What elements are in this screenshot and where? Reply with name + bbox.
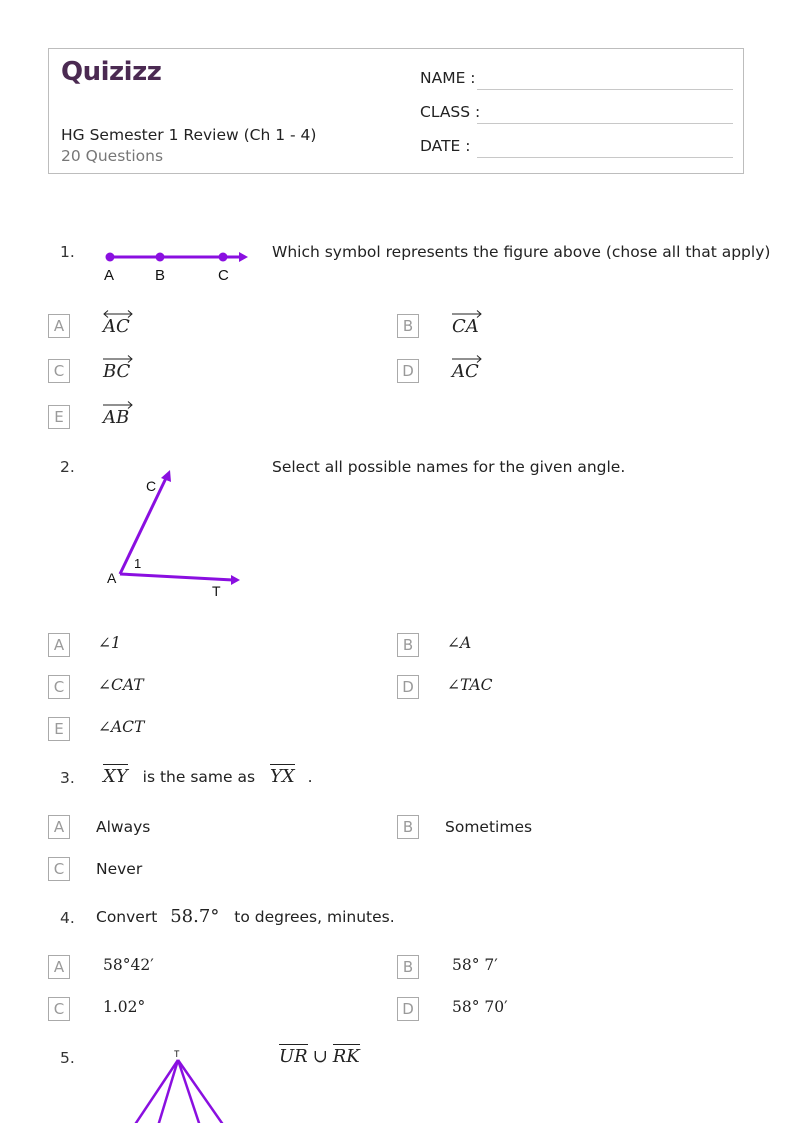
date-line[interactable] xyxy=(477,157,733,158)
question-1-text: Which symbol represents the figure above (chose all that apply) xyxy=(272,243,771,261)
q1-option-b[interactable] xyxy=(452,316,479,337)
question-4-prefix: Convert xyxy=(96,908,158,926)
right-arrow-icon xyxy=(452,310,482,318)
question-1-number: 1. xyxy=(60,243,75,261)
question-5-number: 5. xyxy=(60,1049,75,1067)
point-label-c: C xyxy=(218,267,229,284)
q2-option-a-box[interactable]: A xyxy=(48,633,70,657)
question-3-text xyxy=(103,764,313,787)
q3-option-c[interactable]: Never xyxy=(96,860,143,878)
point-label-c: C xyxy=(146,478,157,494)
q2-option-b-box[interactable]: B xyxy=(397,633,419,657)
ray-symbol: CA xyxy=(452,316,479,337)
date-label: DATE : xyxy=(420,137,471,155)
q1-option-c-box[interactable]: C xyxy=(48,359,70,383)
q2-option-c[interactable]: ∠CAT xyxy=(98,676,144,694)
question-5-figure xyxy=(120,1046,240,1123)
q2-option-c-box[interactable]: C xyxy=(48,675,70,699)
class-label: CLASS : xyxy=(420,103,481,121)
q4-option-b[interactable]: 58° 7′ xyxy=(452,956,498,974)
q1-option-d-box[interactable]: D xyxy=(397,359,419,383)
question-2-number: 2. xyxy=(60,458,75,476)
line-symbol: AC xyxy=(103,316,130,337)
q3-option-a[interactable]: Always xyxy=(96,818,151,836)
double-arrow-icon xyxy=(103,310,133,318)
q4-option-a[interactable]: 58°42′ xyxy=(103,956,154,974)
ray-symbol: BC xyxy=(103,361,130,382)
q2-option-b[interactable]: ∠A xyxy=(447,634,472,652)
name-line[interactable] xyxy=(477,89,733,90)
question-4-text xyxy=(96,906,395,927)
angle-label-1: 1 xyxy=(134,556,142,571)
point-label-a: A xyxy=(107,570,117,586)
union-symbol: ∪ xyxy=(312,1046,328,1067)
q3-option-b[interactable]: Sometimes xyxy=(445,818,533,836)
q3-option-c-box[interactable]: C xyxy=(48,857,70,881)
right-arrow-icon xyxy=(103,355,133,363)
q4-option-d[interactable]: 58° 70′ xyxy=(452,998,508,1016)
q4-option-b-box[interactable]: B xyxy=(397,955,419,979)
ray-symbol: AC xyxy=(452,361,479,382)
class-line[interactable] xyxy=(477,123,733,124)
point-label-t: T xyxy=(212,583,221,599)
q4-option-c-box[interactable]: C xyxy=(48,997,70,1021)
segment-yx: YX xyxy=(269,766,295,787)
point-label-b: B xyxy=(155,267,166,284)
q1-option-a[interactable] xyxy=(103,316,130,337)
q3-option-a-box[interactable]: A xyxy=(48,815,70,839)
quiz-title: HG Semester 1 Review (Ch 1 - 4) xyxy=(61,126,317,144)
question-3-end: . xyxy=(307,768,313,786)
segment-ur: UR xyxy=(279,1046,308,1067)
quizizz-logo: Quizizz xyxy=(61,57,162,87)
q1-option-b-box[interactable]: B xyxy=(397,314,419,338)
name-label: NAME : xyxy=(420,69,476,87)
question-4-number: 4. xyxy=(60,909,75,927)
q2-option-a[interactable]: ∠1 xyxy=(98,634,121,652)
question-3-middle: is the same as xyxy=(142,768,256,786)
q2-option-d-box[interactable]: D xyxy=(397,675,419,699)
question-2-text: Select all possible names for the given angle. xyxy=(272,458,626,476)
right-arrow-icon xyxy=(452,355,482,363)
question-2-figure xyxy=(100,466,250,602)
segment-xy: XY xyxy=(103,766,128,787)
segment-rk: RK xyxy=(332,1046,360,1067)
q2-option-e-box[interactable]: E xyxy=(48,717,70,741)
q1-option-e[interactable] xyxy=(103,407,129,428)
point-label-a: A xyxy=(104,267,115,284)
q4-option-d-box[interactable]: D xyxy=(397,997,419,1021)
ray-symbol: AB xyxy=(103,407,129,428)
point-label-t: T xyxy=(174,1049,180,1059)
degree-value: 58.7° xyxy=(170,906,220,927)
question-5-text xyxy=(279,1044,360,1067)
q3-option-b-box[interactable]: B xyxy=(397,815,419,839)
q1-option-e-box[interactable]: E xyxy=(48,405,70,429)
question-1-figure xyxy=(100,246,250,286)
q4-option-a-box[interactable]: A xyxy=(48,955,70,979)
question-3-number: 3. xyxy=(60,769,75,787)
worksheet-header xyxy=(48,48,744,174)
question-4-suffix: to degrees, minutes. xyxy=(234,908,395,926)
q2-option-d[interactable]: ∠TAC xyxy=(447,676,493,694)
q1-option-c[interactable] xyxy=(103,361,130,382)
q4-option-c[interactable]: 1.02° xyxy=(103,998,146,1016)
q1-option-a-box[interactable]: A xyxy=(48,314,70,338)
q2-option-e[interactable]: ∠ACT xyxy=(98,718,145,736)
question-count: 20 Questions xyxy=(61,147,164,165)
q1-option-d[interactable] xyxy=(452,361,479,382)
right-arrow-icon xyxy=(103,401,133,409)
